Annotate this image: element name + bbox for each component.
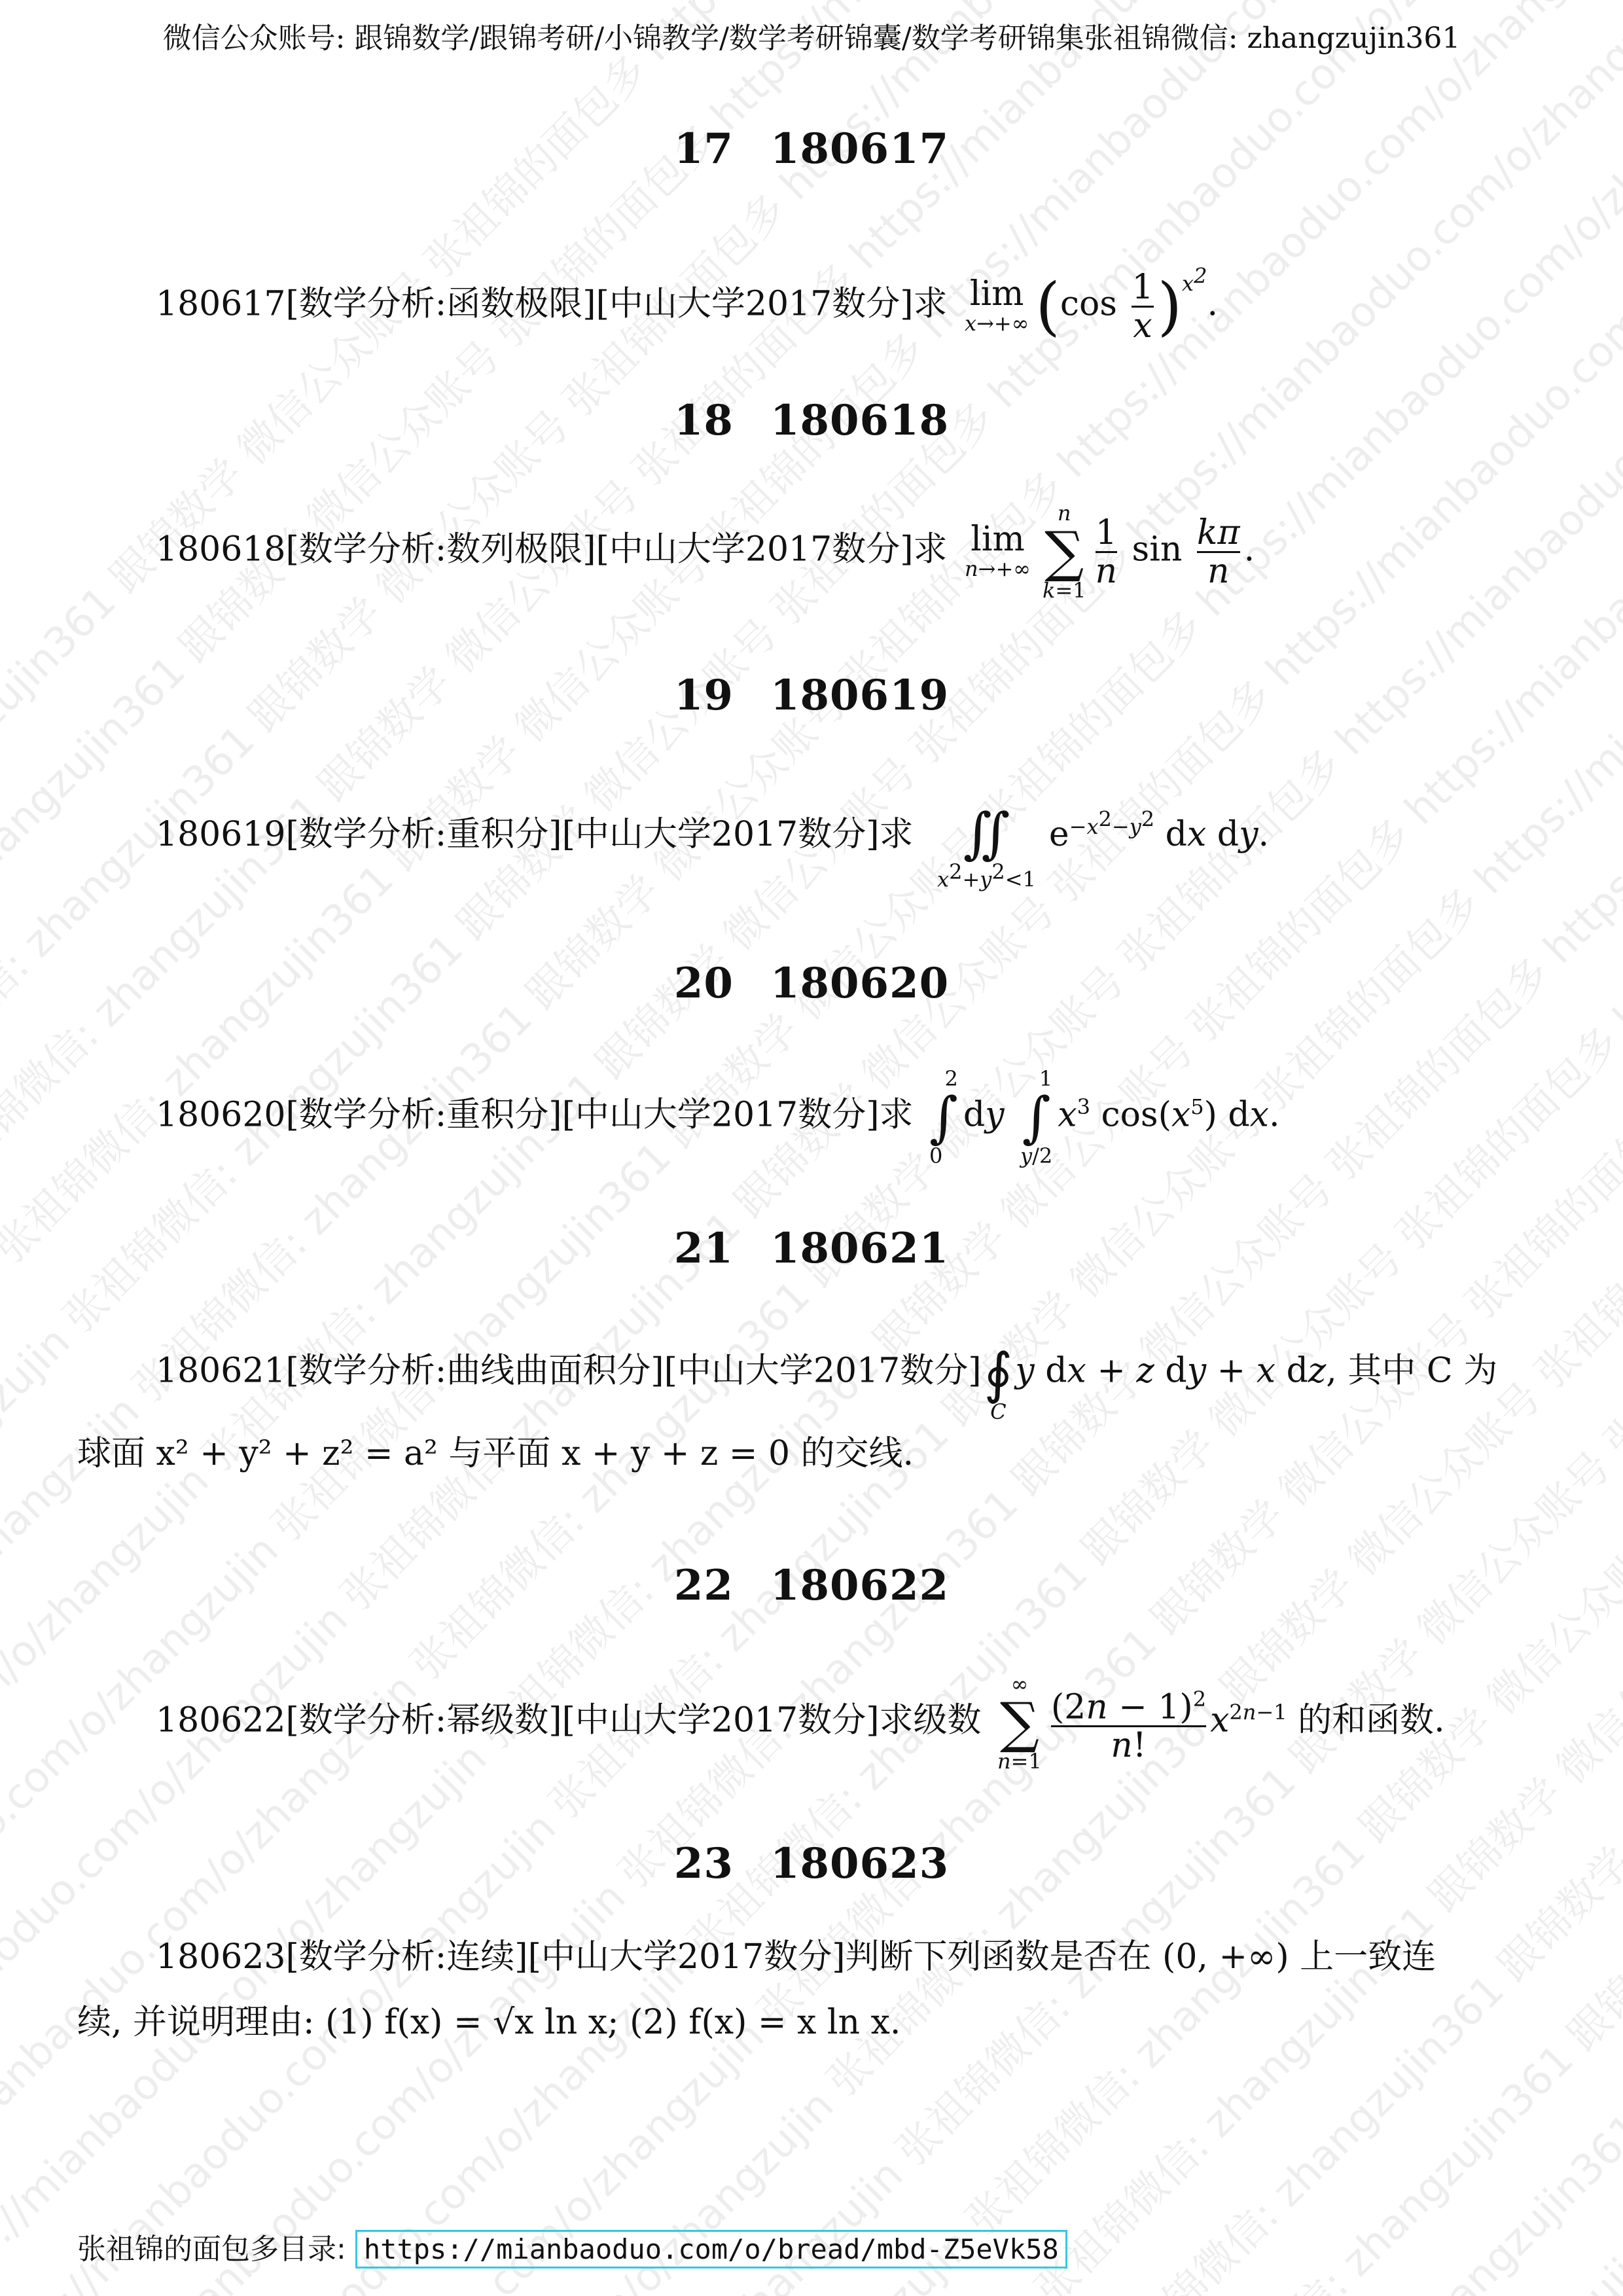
- watermark-line: https://mianbaoduo.com/o/zhangzujin 张祖锦微信: zhangzujin361 跟锦数学 微信公众账号 张祖锦的面包多 https://mianbaoduo.com/o/zhangzujin: [0, 273, 1402, 2286]
- integral: 1 ∫ y/2: [1020, 1066, 1052, 1168]
- problem-180622: 180622[数学分析:幂级数][中山大学2017数分]求级数 ∞ ∑ n=1 $\frac{(2n - 1)^2}{n!}$ $x^{2n-1}$ 的和函数.: [77, 1666, 1543, 1774]
- watermark-line: 张祖锦微信: zhangzujin361 跟锦数学 微信公众账号: [152, 1036, 1623, 2296]
- watermark-line: https://mianbaoduo.com/o/zhangzujin 张祖锦微信: zhangzujin361 跟锦数学 微信公众账号 张祖锦的面包多 https://mianbaoduo.com/o/zhangzujin: [0, 689, 1623, 2296]
- limit-operator: lim x→+∞: [965, 277, 1029, 336]
- watermark-line: https://mianbaoduo.com/o/zhangzujin 张祖锦微信: zhangzujin361 跟锦数学 微信公众账号 张祖锦的面包多 https://mianbaoduo.com/o/zhangzujin: [0, 342, 1472, 2296]
- watermark-line: zhangzujin361: [431, 1314, 1623, 2296]
- catalog-link[interactable]: https://mianbaoduo.com/o/bread/mbd-Z5eVk58: [355, 2230, 1067, 2269]
- section-title: 21 180621: [0, 1224, 1623, 1273]
- section-title: 18 180618: [0, 396, 1623, 445]
- problem-180623: 180623[数学分析:连续][中山大学2017数分]判断下列函数是否在 (0, +∞) 上一致连 续, 并说明理由: (1) f(x) = √x ln x; (2) f(x) = x ln x.: [77, 1924, 1543, 2055]
- problem-180618: 180618[数学分析:数列极限][中山大学2017数分]求 lim n→+∞ n ∑ k=1 $\frac{1}{n}$ sin $\frac{k\pi}{n}$ .: [77, 501, 1543, 603]
- contour-integral: ∮ C: [984, 1322, 1013, 1424]
- section-title: 17 180617: [0, 124, 1623, 173]
- watermark-line: 张祖锦微信: zhangzujin361 跟锦数学 微信公众账号 张祖锦的面包多: [0, 828, 1623, 2296]
- double-integral: ∬ $x^2+y^2<1$: [937, 782, 1036, 892]
- watermark-line: https://mianbaoduo.com/o/zhangzujin 张祖锦微信: zhangzujin361 跟锦数学 微信公众账号 张祖锦的面包多 https://mianbaoduo.com/o/zhangzujin: [0, 412, 1541, 2296]
- problem-180617: 180617[数学分析:函数极限][中山大学2017数分]求 lim x→+∞ (cos $\frac{1}{x}$ )$^{x^2}$.: [77, 229, 1543, 353]
- page-header: 微信公众账号: 跟锦数学/跟锦考研/小锦教学/数学考研锦囊/数学考研锦集张祖锦微信: zhangzujin361: [0, 14, 1623, 56]
- integral: 2 ∫ 0: [929, 1066, 958, 1168]
- section-title: 19 180619: [0, 671, 1623, 720]
- sum-operator: ∞ ∑ n=1: [997, 1672, 1042, 1774]
- watermark-line: 张祖锦微信: zhangzujin361 跟锦数学 微信公众账号 张祖锦的面包多: [14, 897, 1623, 2296]
- limit-operator: lim n→+∞: [965, 522, 1031, 581]
- watermark-line: https://mianbaoduo.com/o/zhangzujin 张祖锦微信: zhangzujin361 跟锦数学 微信公众账号 张祖锦的面包多 https://mianbaoduo.com/o/zhangzujin: [0, 759, 1623, 2296]
- problem-180620: 180620[数学分析:重积分][中山大学2017数分]求 2 ∫ 0 dy 1 ∫ y/2 $x^3$ $\cos(x^5)$ dx.: [77, 1060, 1543, 1168]
- section-title: 22 180622: [0, 1561, 1623, 1610]
- problem-180619: 180619[数学分析:重积分][中山大学2017数分]求 ∬ $x^2+y^2<1$ $e^{-x^2-y^2}$ dx dy.: [77, 772, 1543, 891]
- watermark-line: zhangzujin361 跟锦数学: [361, 1244, 1623, 2296]
- watermark-line: 张祖锦微信: zhangzujin361 跟锦数学 微信公众账号 张祖锦的面包多: [83, 967, 1623, 2296]
- watermark-line: https://mianbaoduo.com/o/zhangzujin 张祖锦微信: zhangzujin361 跟锦数学 微信公众账号 张祖锦的面包多 https://mianbaoduo.com/o/zhangzujin: [0, 550, 1623, 2296]
- watermark-line: https://mianbaoduo.com/o/zhangzujin 张祖锦微信: zhangzujin361 跟锦数学 微信公众账号 张祖锦的面包多 https://mianbaoduo.com/o/zhangzujin: [0, 481, 1611, 2296]
- problem-180621: 180621[数学分析:曲线曲面积分][中山大学2017数分] ∮ C y dx + z dy + x dz, 其中 C 为 球面 x² + y² + z² = a² 与平面 x + y + z = 0 的交线.: [77, 1322, 1543, 1483]
- watermark-line: 张祖锦微信: zhangzujin361 跟锦数学 微信公众账号: [291, 1175, 1623, 2296]
- section-title: 23 180623: [0, 1839, 1623, 1888]
- section-title: 20 180620: [0, 959, 1623, 1008]
- sum-operator: n ∑ k=1: [1043, 501, 1086, 603]
- watermark-line: 张祖锦微信: zhangzujin361 跟锦数学 微信公众账号: [222, 1105, 1623, 2296]
- watermark-line: https://mianbaoduo.com/o/zhangzujin 张祖锦微信: zhangzujin361 跟锦数学 微信公众账号 张祖锦的面包多 https://mianbaoduo.com/o/zhangzujin: [0, 620, 1623, 2296]
- footer: 张祖锦的面包多目录: https://mianbaoduo.com/o/bread/mbd-Z5eVk58: [77, 2225, 1067, 2269]
